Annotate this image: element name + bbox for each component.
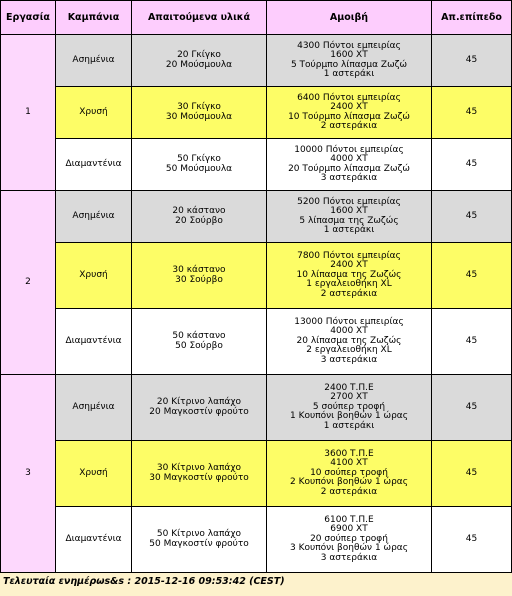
reward-line: 20 Τούρμπο λίπασμα Ζωζώ [288,163,410,174]
reward-line: 1 αστεράκι [323,225,375,235]
campaign-cell: Χρυσή [56,441,132,507]
materials-cell [132,87,267,139]
material-line: 20 Κίτρινο λαπάχο [156,397,242,407]
task-number: 2 [1,191,56,375]
material-line: 50 Γκίγκο [177,154,221,164]
table-row [1,139,512,191]
header-materials: Απαιτούμενα υλικά [132,1,267,35]
reward-line: 1 αστεράκι [323,69,375,79]
level-cell: 45 [432,375,512,441]
materials-cell [132,375,267,441]
reward-line: 2 Κουπόνι βοηθών 1 ώρας [290,477,408,488]
header-reward: Αμοιβή [267,1,432,35]
material-line: 30 Σούρβο [175,274,223,285]
materials-cell [132,243,267,309]
reward-line: 2 αστεράκια [320,288,378,299]
level-cell: 45 [432,309,512,375]
reward-line: 2400 ΧΤ [330,102,368,112]
material-line: 20 Μαγκοστίν φρούτο [149,406,249,417]
material-line: 30 Γκίγκο [177,102,221,112]
reward-line: 1600 ΧΤ [330,50,368,60]
campaign-cell: Διαμαντένια [56,139,132,191]
reward-line: 2400 ΧΤ [330,260,368,271]
reward-line: 10 Τούρμπο λίπασμα Ζωζώ [288,111,410,122]
table-body [1,35,512,573]
reward-line: 3 αστεράκια [320,354,378,365]
campaign-cell: Χρυσή [56,243,132,309]
campaign-cell: Ασημένια [56,191,132,243]
table-row [1,191,512,243]
reward-line: 1600 ΧΤ [330,206,368,216]
material-line: 50 Μαγκοστίν φρούτο [149,538,249,549]
material-line: 20 Γκίγκο [177,50,221,60]
reward-line: 1 αστεράκι [323,420,375,431]
reward-line: 1 εργαλειοθήκη XL [306,279,392,290]
level-cell: 45 [432,507,512,573]
reward-line: 4100 ΧΤ [330,458,368,469]
reward-line: 4000 ΧΤ [330,326,368,337]
materials-cell [132,441,267,507]
table-row [1,87,512,139]
reward-line: 3600 Τ.Π.Ε [324,448,374,459]
materials-cell [132,35,267,87]
table-row [1,309,512,375]
material-line: 20 Μούσμουλα [165,59,233,70]
reward-line: 5200 Πόντοι εμπειρίας [297,196,401,207]
material-line: 50 Κίτρινο λαπάχο [156,529,242,539]
reward-line: 6900 ΧΤ [330,524,368,535]
task-number: 3 [1,375,56,573]
task-number: 1 [1,35,56,191]
material-line: 30 Μούσμουλα [165,111,233,122]
reward-line: 13000 Πόντοι εμπειρίας [294,316,404,327]
material-line: 50 κάστανο [172,331,226,341]
reward-line: 10 λίπασμα της Ζωζώς [296,269,402,280]
reward-line: 6100 Τ.Π.Ε [324,514,374,525]
materials-cell [132,309,267,375]
level-cell: 45 [432,243,512,309]
table-row [1,507,512,573]
campaign-cell: Χρυσή [56,87,132,139]
reward-cell [267,375,432,441]
reward-line: 5 Τούρμπο λίπασμα Ζωζώ [290,59,408,70]
reward-line: 5 σούπερ τροφή [312,401,386,412]
reward-line: 2 αστεράκια [320,121,378,131]
campaign-cell: Ασημένια [56,35,132,87]
table-row [1,35,512,87]
materials-cell [132,507,267,573]
reward-line: 1 Κουπόνι βοηθών 1 ώρας [290,411,408,422]
reward-line: 5 λίπασμα της Ζωζώς [299,215,399,226]
reward-line: 3 αστεράκια [320,173,378,183]
header-campaign: Καμπάνια [56,1,132,35]
reward-line: 2400 Τ.Π.Ε [324,382,374,393]
material-line: 20 κάστανο [172,206,226,216]
material-line: 20 Σούρβο [175,215,223,226]
reward-cell [267,139,432,191]
reward-cell [267,507,432,573]
table-row [1,375,512,441]
level-cell: 45 [432,441,512,507]
reward-cell [267,191,432,243]
reward-line: 3 Κουπόνι βοηθών 1 ώρας [290,543,408,554]
reward-line: 2 αστεράκια [320,486,378,497]
level-cell: 45 [432,139,512,191]
reward-line: 20 σούπερ τροφή [310,533,388,544]
table-row [1,243,512,309]
reward-cell [267,441,432,507]
reward-cell [267,87,432,139]
reward-line: 3 αστεράκια [320,552,378,563]
reward-line: 2 εργαλειοθήκη XL [306,345,392,356]
reward-line: 2700 ΧΤ [330,392,368,403]
campaign-cell: Διαμαντένια [56,309,132,375]
reward-line: 10 σούπερ τροφή [310,467,388,478]
materials-cell [132,139,267,191]
materials-cell [132,191,267,243]
campaign-cell: Διαμαντένια [56,507,132,573]
last-updated: Τελευταία ενημέρωs&s : 2015-12-16 09:53:42 (CEST) [3,576,285,587]
reward-cell [267,243,432,309]
reward-line: 7800 Πόντοι εμπειρίας [297,250,401,261]
material-line: 50 Σούρβο [175,340,223,351]
reward-line: 4300 Πόντοι εμπειρίας [297,40,401,51]
reward-cell [267,309,432,375]
material-line: 30 Μαγκοστίν φρούτο [149,472,249,483]
material-line: 30 κάστανο [172,265,226,275]
level-cell: 45 [432,87,512,139]
reward-line: 6400 Πόντοι εμπειρίας [297,92,401,103]
reward-line: 20 λίπασμα της Ζωζώς [296,335,402,346]
reward-cell [267,35,432,87]
material-line: 30 Κίτρινο λαπάχο [156,463,242,473]
reward-line: 10000 Πόντοι εμπειρίας [294,144,404,155]
header-task: Εργασία [1,1,56,35]
header-level: Απ.επίπεδο [432,1,512,35]
material-line: 50 Μούσμουλα [165,163,233,174]
level-cell: 45 [432,35,512,87]
campaign-cell: Ασημένια [56,375,132,441]
header-row [1,1,512,35]
reward-line: 4000 ΧΤ [330,154,368,164]
table-row [1,441,512,507]
level-cell: 45 [432,191,512,243]
